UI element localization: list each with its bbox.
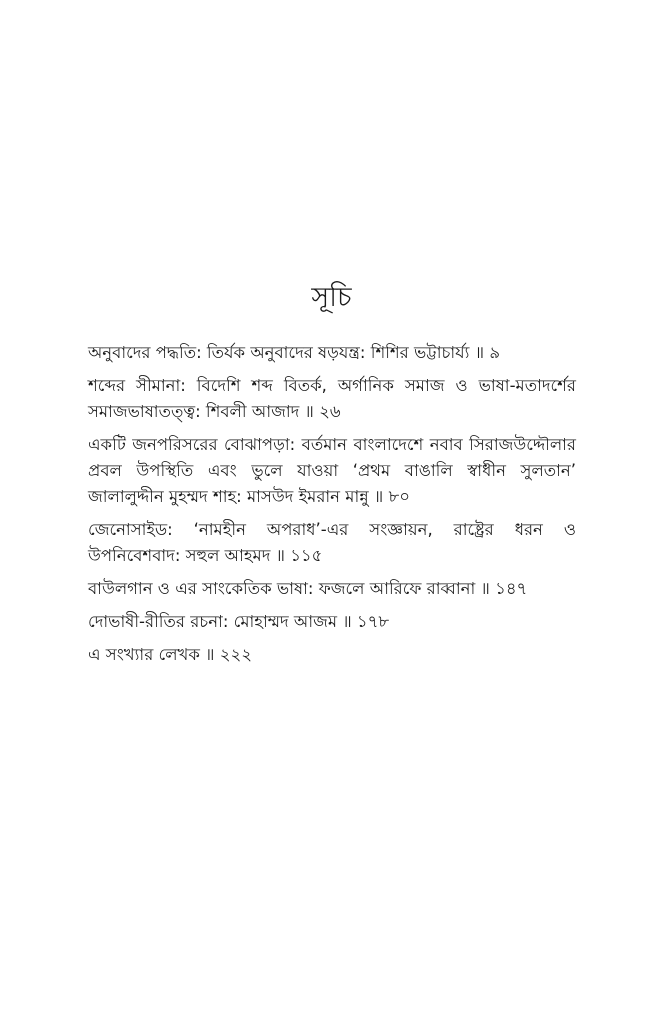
table-of-contents [88,340,576,675]
separator: ॥ [270,546,291,565]
entry-title: বাউলগান ও এর সাংকেতিক ভাষা [88,579,308,598]
separator: ॥ [475,579,496,598]
toc-entry: একটি জনপরিসরের বোঝাপড়া: বর্তমান বাংলাদেশে নবাব সিরাজউদ্দৌলার প্রবল উপস্থিতি এবং ভুলে যাওয়া ‘প্রথম বাঙালি স্বাধীন সুলতান’ জালালুদ্দীন মুহম্মদ শাহ: মাসউদ ইমরান মান্নু ॥ ৮০ [88,435,576,506]
entry-title: শব্দের সীমানা: বিদেশি শব্দ বিতর্ক, অর্গানিক সমাজ ও ভাষা-মতাদর্শের সমাজভাষাতত্ত্ব [88,376,576,421]
toc-entry: বাউলগান ও এর সাংকেতিক ভাষা: ফজলে আরিফে রাব্বানা ॥ ১৪৭ [88,579,528,598]
toc-entry: দোভাষী-রীতির রচনা: মোহাম্মদ আজম ॥ ১৭৮ [88,612,390,631]
entry-title: জেনোসাইড: ‘নামহীন অপরাধ’-এর সংজ্ঞায়ন, রাষ্ট্রের ধরন ও উপনিবেশবাদ [88,520,576,565]
entry-author: শিশির ভট্টাচার্য্য [370,343,470,362]
page-title: সূচি [311,282,352,313]
entry-author: মোহাম্মদ আজম [233,612,338,631]
entry-page-number: ২২২ [219,645,252,664]
entry-page-number: ১৭৮ [356,612,390,631]
entry-title: এ সংখ্যার লেখক [88,645,200,664]
separator: ॥ [199,645,220,664]
entry-page-number: ১১৫ [290,546,323,565]
entry-page-number: ৯ [489,343,501,362]
entry-title: দোভাষী-রীতির রচনা [88,612,223,631]
separator: ॥ [469,343,490,362]
toc-entry [88,642,576,668]
entry-title: একটি জনপরিসরের বোঝাপড়া: বর্তমান বাংলাদেশে নবাব সিরাজউদ্দৌলার প্রবল উপস্থিতি এবং ভুলে যাওয়া ‘প্রথম বাঙালি স্বাধীন সুলতান’ জালালুদ্দীন মুহম্মদ শাহ [88,435,576,506]
entry-author: মাসউদ ইমরান মান্নু [246,487,369,506]
toc-entry: অনুবাদের পদ্ধতি: তির্যক অনুবাদের ষড়যন্ত্র: শিশির ভট্টাচার্য্য ॥ ৯ [88,343,501,362]
separator: ॥ [368,487,389,506]
entry-page-number: ৮০ [388,487,410,506]
entry-author: শিবলী আজাদ [205,402,300,421]
entry-page-number: ২৬ [319,402,341,421]
entry-title: অনুবাদের পদ্ধতি: তির্যক অনুবাদের ষড়যন্ত্র [88,343,360,362]
entry-author: ফজলে আরিফে রাব্বানা [318,579,476,598]
toc-entry: জেনোসাইড: ‘নামহীন অপরাধ’-এর সংজ্ঞায়ন, রাষ্ট্রের ধরন ও উপনিবেশবাদ: সহুল আহমদ ॥ ১১৫ [88,520,576,565]
entry-page-number: ১৪৭ [495,579,528,598]
separator: ॥ [299,402,320,421]
toc-entry: শব্দের সীমানা: বিদেশি শব্দ বিতর্ক, অর্গানিক সমাজ ও ভাষা-মতাদর্শের সমাজভাষাতত্ত্ব: শিবলী আজাদ ॥ ২৬ [88,376,576,421]
separator: ॥ [337,612,357,631]
entry-author: সহুল আহমদ [185,546,271,565]
